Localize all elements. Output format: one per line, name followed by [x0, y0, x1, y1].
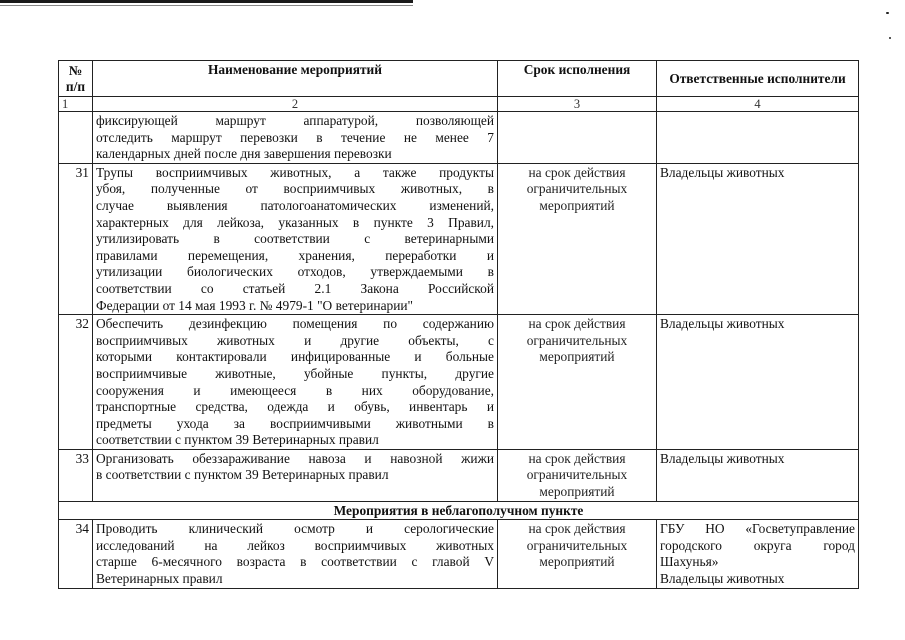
deadline-line: ограничительных — [526, 181, 628, 197]
measure-text — [93, 315, 498, 450]
measure-text-line: сооружения и имеющееся в них оборудование, — [96, 382, 494, 398]
column-number: 3 — [498, 97, 657, 112]
table-header-row — [59, 61, 859, 97]
measure-text-line: соответствии с пунктом 39 Ветеринарных правил — [96, 432, 379, 448]
header-responsible: Ответственные исполнители — [657, 61, 859, 97]
measure-text-line: убоя, полученные от восприимчивых животных, в — [96, 181, 494, 197]
scan-speck — [886, 12, 889, 14]
measure-text — [93, 112, 498, 164]
column-number: 1 — [59, 97, 93, 112]
deadline-line: ограничительных — [526, 332, 628, 348]
deadline-line: ограничительных — [526, 537, 628, 553]
measure-text — [93, 449, 498, 501]
measure-text-line: Проводить клинический осмотр и серологические — [96, 521, 494, 537]
measure-text-line: соответствии со статьей 2.1 Закона Российской — [96, 280, 494, 296]
measure-text-line: восприимчивых животных и другие объекты, с — [96, 332, 494, 348]
responsible-line: Владельцы животных — [660, 316, 785, 332]
measure-text — [93, 520, 498, 588]
section-title: Мероприятия в неблагополучном пункте — [59, 501, 859, 520]
responsible-line: городского округа город — [660, 537, 855, 553]
responsible-cell — [657, 112, 859, 164]
responsible-cell — [657, 315, 859, 450]
measure-text-line: Обеспечить дезинфекцию помещения по содержанию — [96, 316, 494, 332]
measure-text-line: правилами перемещения, хранения, переработки и — [96, 247, 494, 263]
measure-text-line: восприимчивые животные, убойные пункты, другие — [96, 365, 494, 381]
header-deadline: Срок исполнения — [498, 61, 657, 97]
row-number: 31 — [59, 163, 93, 314]
deadline-line: на срок действия — [528, 316, 626, 332]
measure-text-line: фиксирующей маршрут аппаратурой, позволяющей — [96, 113, 494, 128]
scan-speck — [889, 37, 891, 39]
measure-text-line: Трупы восприимчивых животных, а также продукты — [96, 164, 494, 180]
measure-text-line: утилизации биологических отходов, утверждаемыми в — [96, 264, 494, 280]
measure-text-line: утилизировать в соответствии с ветеринарными — [96, 231, 494, 247]
table-row — [59, 520, 859, 588]
section-row — [59, 501, 859, 520]
measure-text-line: случае выявления патологоанатомических изменений, — [96, 197, 494, 213]
measure-text-line: исследований на лейкоз восприимчивых животных — [96, 537, 494, 553]
table-row — [59, 163, 859, 314]
header-name: Наименование мероприятий — [93, 61, 498, 97]
measure-text-line: транспортные средства, одежда и обувь, инвентарь и — [96, 399, 494, 415]
deadline-line: мероприятий — [539, 484, 615, 500]
scan-border-line — [0, 0, 413, 3]
responsible-cell — [657, 163, 859, 314]
deadline-line: ограничительных — [526, 467, 628, 483]
responsible-line: Владельцы животных — [660, 164, 785, 180]
measure-text-line: Ветеринарных правил — [96, 571, 223, 587]
column-number: 4 — [657, 97, 859, 112]
responsible-line: Владельцы животных — [660, 450, 785, 466]
measure-text-line: Федерации от 14 мая 1993 г. № 4979-1 "О ветеринарии" — [96, 297, 414, 313]
measure-text-line: Организовать обеззараживание навоза и навозной жижи — [96, 450, 494, 466]
responsible-cell — [657, 520, 859, 588]
deadline-cell — [498, 163, 657, 314]
deadline-cell — [498, 315, 657, 450]
deadline-line: мероприятий — [539, 349, 615, 365]
column-number: 2 — [93, 97, 498, 112]
table-row — [59, 449, 859, 501]
measure-text-line: отследить маршрут перевозки в течение не менее 7 — [96, 129, 494, 145]
measure-text-line: характерных для лейкоза, указанных в пункте 3 Правил, — [96, 214, 494, 230]
deadline-line: на срок действия — [528, 164, 626, 180]
row-number: 32 — [59, 315, 93, 450]
responsible-line: Шахунья» — [660, 554, 719, 570]
measure-text-line: в соответствии с пунктом 39 Ветеринарных правил — [96, 467, 389, 483]
deadline-line: мероприятий — [539, 197, 615, 213]
responsible-cell — [657, 449, 859, 501]
measures-table — [58, 60, 859, 589]
row-number: 34 — [59, 520, 93, 588]
measure-text-line: календарных дней после дня завершения перевозки — [96, 146, 392, 162]
deadline-cell — [498, 449, 657, 501]
row-number — [59, 112, 93, 164]
header-num: № п/п — [59, 61, 93, 97]
deadline-line: на срок действия — [528, 521, 626, 537]
row-number: 33 — [59, 449, 93, 501]
responsible-line: ГБУ НО «Госветуправление — [660, 521, 855, 537]
scan-border-line-thin — [0, 5, 413, 6]
measure-text-line: старше 6-месячного возраста в соответствии с главой V — [96, 554, 494, 570]
measure-text-line: предметы ухода за восприимчивыми животными в — [96, 415, 494, 431]
table-row — [59, 112, 859, 164]
deadline-cell — [498, 112, 657, 164]
column-number-row — [59, 97, 859, 112]
measure-text — [93, 163, 498, 314]
measure-text-line: которыми контактировали инфицированные и больные — [96, 349, 494, 365]
deadline-cell — [498, 520, 657, 588]
responsible-line: Владельцы животных — [660, 571, 785, 587]
table-row — [59, 315, 859, 450]
deadline-line: мероприятий — [539, 554, 615, 570]
deadline-line: на срок действия — [528, 450, 626, 466]
